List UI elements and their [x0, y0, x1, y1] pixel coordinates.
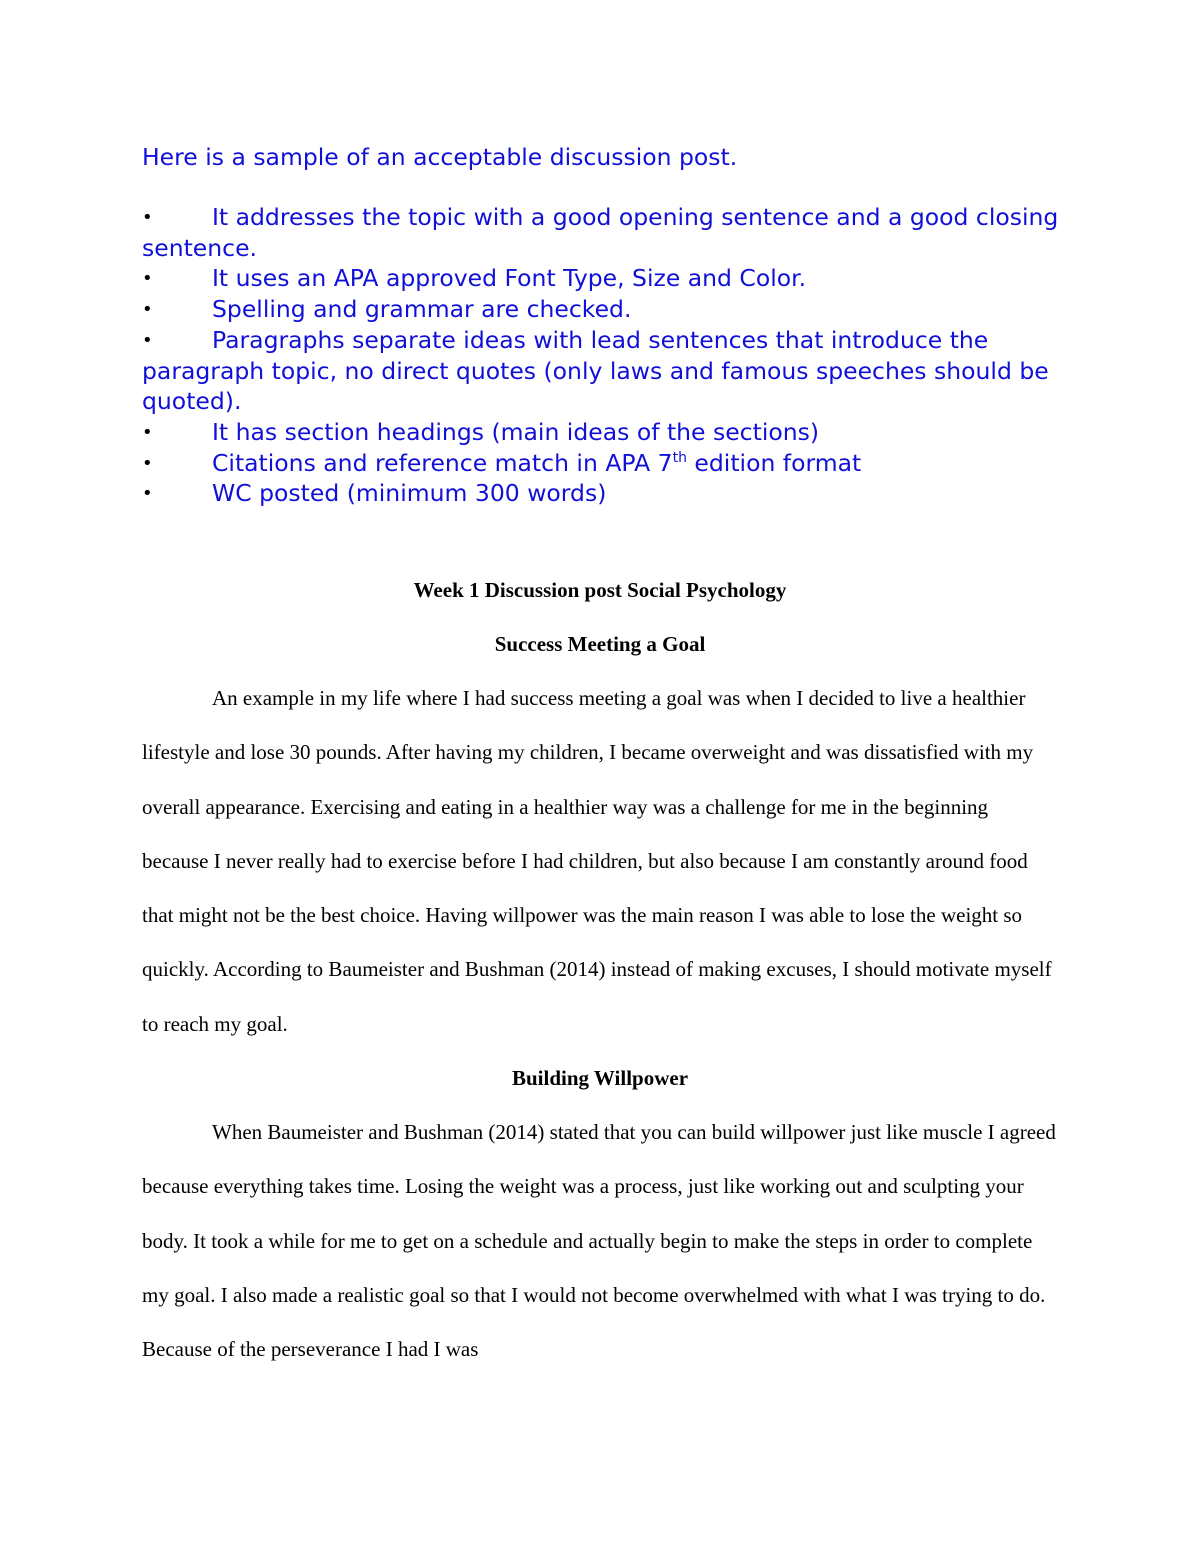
bullet-icon: • — [142, 329, 153, 351]
body-paragraph: An example in my life where I had success meeting a goal was when I decided to live a healthier lifestyle and lose 30 pounds. After having my children, I became overweight and was dissatisfied with my overall appearance. Exercising and eating in a healthier way was a challenge for me in the beginning because I never really had to exercise before I had children, but also because I am constantly around food that might not be the best choice. Having willpower was the main reason I was able to lose the weight so quickly. According to Baumeister and Bushman (2014) instead of making excuses, I should motivate myself to reach my goal. — [142, 686, 1052, 1036]
essay-body — [142, 575, 1058, 1389]
criteria-item — [142, 478, 1062, 509]
essay-title: Week 1 Discussion post Social Psychology — [413, 578, 787, 602]
criteria-text: It addresses the topic with a good opening sentence and a good closing sentence. — [142, 203, 1059, 262]
body-paragraph: When Baumeister and Bushman (2014) stated that you can build willpower just like muscle I agreed because everything takes time. Losing the weight was a process, just like working out and sculpting your body. It took a while for me to get on a schedule and actually begin to make the steps in order to complete my goal. I also made a realistic goal so that I would not become overwhelmed with what I was trying to do. Because of the perseverance I had I was — [142, 1120, 1056, 1362]
criteria-text: Spelling and grammar are checked. — [212, 295, 632, 324]
criteria-item — [142, 202, 1062, 263]
bullet-icon: • — [142, 421, 153, 443]
sample-intro: Here is a sample of an acceptable discussion post. — [142, 143, 738, 171]
bullet-icon: • — [142, 207, 153, 228]
criteria-text: Paragraphs separate ideas with lead sentences that introduce the paragraph topic, no direct quotes (only laws and famous speeches should be quoted). — [142, 325, 1049, 416]
section-heading: Success Meeting a Goal — [494, 632, 706, 656]
criteria-text: WC posted (minimum 300 words) — [212, 479, 607, 508]
criteria-text: It has section headings (main ideas of the sections) — [212, 417, 820, 446]
bullet-icon: • — [142, 483, 153, 505]
criteria-list — [142, 202, 1062, 509]
criteria-item — [142, 417, 1062, 448]
criteria-item — [142, 325, 1062, 417]
bullet-icon: • — [142, 452, 153, 474]
criteria-item — [142, 263, 1062, 294]
superscript-th: th — [672, 449, 687, 466]
criteria-text: It uses an APA approved Font Type, Size and Color. — [212, 264, 807, 293]
criteria-item — [142, 294, 1062, 325]
bullet-icon: • — [142, 299, 153, 321]
criteria-item — [142, 448, 1062, 479]
sample-instructions — [142, 140, 1062, 509]
criteria-text-after: edition format — [686, 448, 862, 477]
section-heading: Building Willpower — [511, 1066, 689, 1091]
bullet-icon: • — [142, 268, 153, 290]
criteria-text-before: Citations and reference match in APA 7 — [212, 448, 673, 477]
